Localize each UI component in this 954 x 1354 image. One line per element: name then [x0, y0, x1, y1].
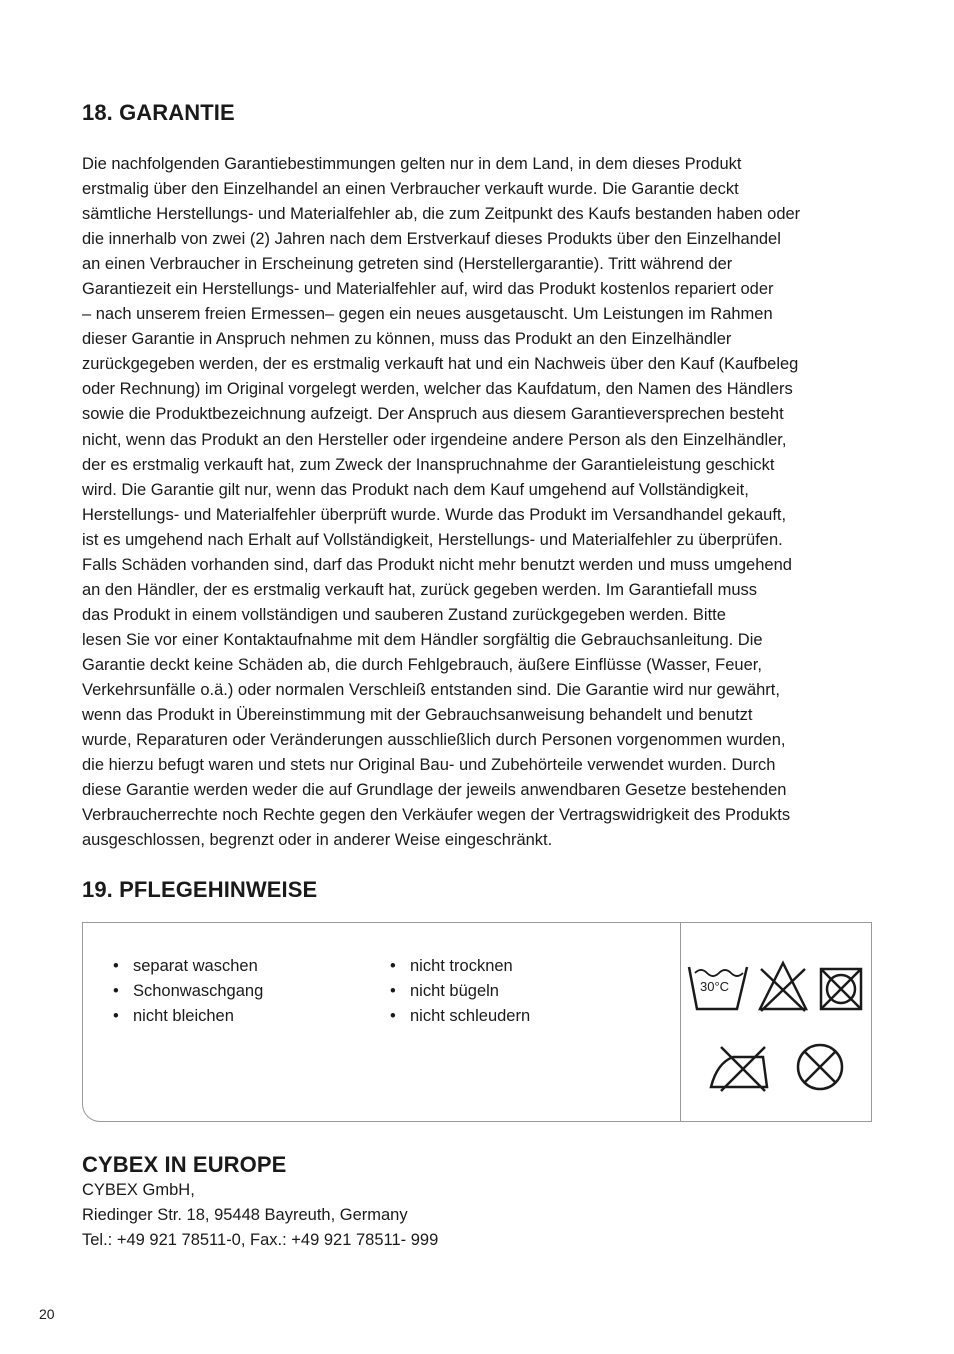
company-name: CYBEX GmbH,: [82, 1181, 195, 1199]
no-dry-clean-icon: [798, 1045, 842, 1089]
care-item: • nicht trocknen: [390, 957, 513, 975]
care-instructions-box: [82, 922, 872, 1122]
paragraph-line: Herstellungs- und Materialfehler überprüft wurde. Wurde das Produkt im Versandhandel gekauft,: [82, 505, 787, 524]
section-heading-pflegehinweise: 19. PFLEGEHINWEISE: [82, 877, 318, 902]
section-heading-garantie: 18. GARANTIE: [82, 100, 235, 125]
care-item: • Schonwaschgang: [113, 982, 264, 1000]
care-list-left: [113, 954, 263, 1029]
paragraph-line: die hierzu befugt waren und stets nur Original Bau- und Zubehörteile verwendet wurden. Durch: [82, 756, 776, 775]
paragraph-line: lesen Sie vor einer Kontaktaufnahme mit dem Händler sorgfältig die Gebrauchsanleitung. Die: [82, 630, 763, 649]
company-address: Riedinger Str. 18, 95448 Bayreuth, Germany: [82, 1206, 408, 1224]
paragraph-line: wenn das Produkt in Übereinstimmung mit der Gebrauchsanweisung behandelt und benutzt: [82, 706, 753, 725]
wash-30-icon: [689, 967, 747, 1009]
care-item: • separat waschen: [113, 957, 258, 975]
paragraph-line: Verkehrsunfälle o.ä.) oder normalen Verschleiß entstanden sind. Die Garantie wird nur gewährt,: [82, 680, 780, 699]
wash-temp-label: 30°C: [700, 979, 730, 994]
paragraph-line: Falls Schäden vorhanden sind, darf das Produkt nicht mehr benutzt werden und muss umgehend: [82, 555, 792, 574]
paragraph-line: wurde, Reparaturen oder Veränderungen ausschließlich durch Personen vorgenommen wurden,: [82, 731, 786, 750]
contact-block: [82, 1178, 438, 1253]
garantie-paragraph: [82, 152, 882, 853]
paragraph-line: – nach unserem freien Ermessen– gegen ein neues ausgetauscht. Um Leistungen im Rahmen: [82, 305, 773, 324]
paragraph-line: Verbraucherrechte noch Rechte gegen den Verkäufer wegen der Vertragswidrigkeit des Produkts: [82, 806, 791, 825]
care-list-right: [390, 954, 530, 1029]
paragraph-line: die innerhalb von zwei (2) Jahren nach dem Erstverkauf dieses Produkts über den Einzelhandel: [82, 230, 781, 249]
company-phone-fax: Tel.: +49 921 78511-0, Fax.: +49 921 78511- 999: [82, 1231, 439, 1249]
paragraph-line: sämtliche Herstellungs- und Materialfehler ab, die zum Zeitpunkt des Kaufs bestanden haben oder: [82, 205, 801, 224]
page-number: 20: [39, 1306, 55, 1322]
paragraph-line: ist es umgehend nach Erhalt auf Vollständigkeit, Herstellungs- und Materialfehler zu überprüfen.: [82, 530, 783, 549]
no-bleach-icon: [760, 963, 806, 1011]
no-iron-icon: [711, 1047, 767, 1091]
paragraph-line: der es erstmalig verkauft hat, zum Zweck der Inanspruchnahme der Garantieleistung geschickt: [82, 455, 775, 474]
section-heading-cybex: CYBEX IN EUROPE: [82, 1152, 287, 1177]
paragraph-line: das Produkt in einem vollständigen und sauberen Zustand zurückgegeben werden. Bitte: [82, 605, 726, 624]
paragraph-line: Die nachfolgenden Garantiebestimmungen gelten nur in dem Land, in dem dieses Produkt: [82, 155, 742, 173]
paragraph-line: dieser Garantie in Anspruch nehmen zu können, muss das Produkt an den Einzelhändler: [82, 330, 732, 349]
paragraph-line: nicht, wenn das Produkt an den Hersteller oder irgendeine andere Person als den Einzelhändler,: [82, 430, 787, 449]
care-item: • nicht schleudern: [390, 1007, 531, 1025]
care-item: • nicht bügeln: [390, 982, 499, 1000]
paragraph-line: an den Händler, der es erstmalig verkauft hat, zurück gegeben werden. Im Garantiefall muss: [82, 580, 758, 599]
care-symbols: [681, 923, 871, 1121]
paragraph-line: ausgeschlossen, begrenzt oder in anderer Weise eingeschränkt.: [82, 831, 553, 850]
paragraph-line: Garantiezeit ein Herstellungs- und Materialfehler auf, wird das Produkt kostenlos repariert oder: [82, 280, 774, 299]
paragraph-line: sowie die Produktbezeichnung aufzeigt. Der Anspruch aus diesem Garantieversprechen besteht: [82, 405, 784, 424]
paragraph-line: Garantie deckt keine Schäden ab, die durch Fehlgebrauch, äußere Einflüsse (Wasser, Feuer,: [82, 655, 762, 674]
paragraph-line: wird. Die Garantie gilt nur, wenn das Produkt nach dem Kauf umgehend auf Vollständigkeit,: [82, 480, 749, 499]
care-item: • nicht bleichen: [113, 1007, 234, 1025]
no-tumble-dry-icon: [821, 969, 861, 1009]
paragraph-line: an einen Verbraucher in Erscheinung getreten sind (Herstellergarantie). Tritt während der: [82, 255, 733, 274]
paragraph-line: zurückgegeben werden, der es erstmalig verkauft hat und ein Nachweis über den Kauf (Kaufbeleg: [82, 355, 799, 374]
paragraph-line: oder Rechnung) im Original vorgelegt werden, welcher das Kaufdatum, den Namen des Händlers: [82, 380, 793, 399]
paragraph-line: erstmalig über den Einzelhandel an einen Verbraucher verkauft wurde. Die Garantie deckt: [82, 180, 739, 199]
paragraph-line: diese Garantie werden weder die auf Grundlage der jeweils anwendbaren Gesetze bestehenden: [82, 781, 787, 800]
